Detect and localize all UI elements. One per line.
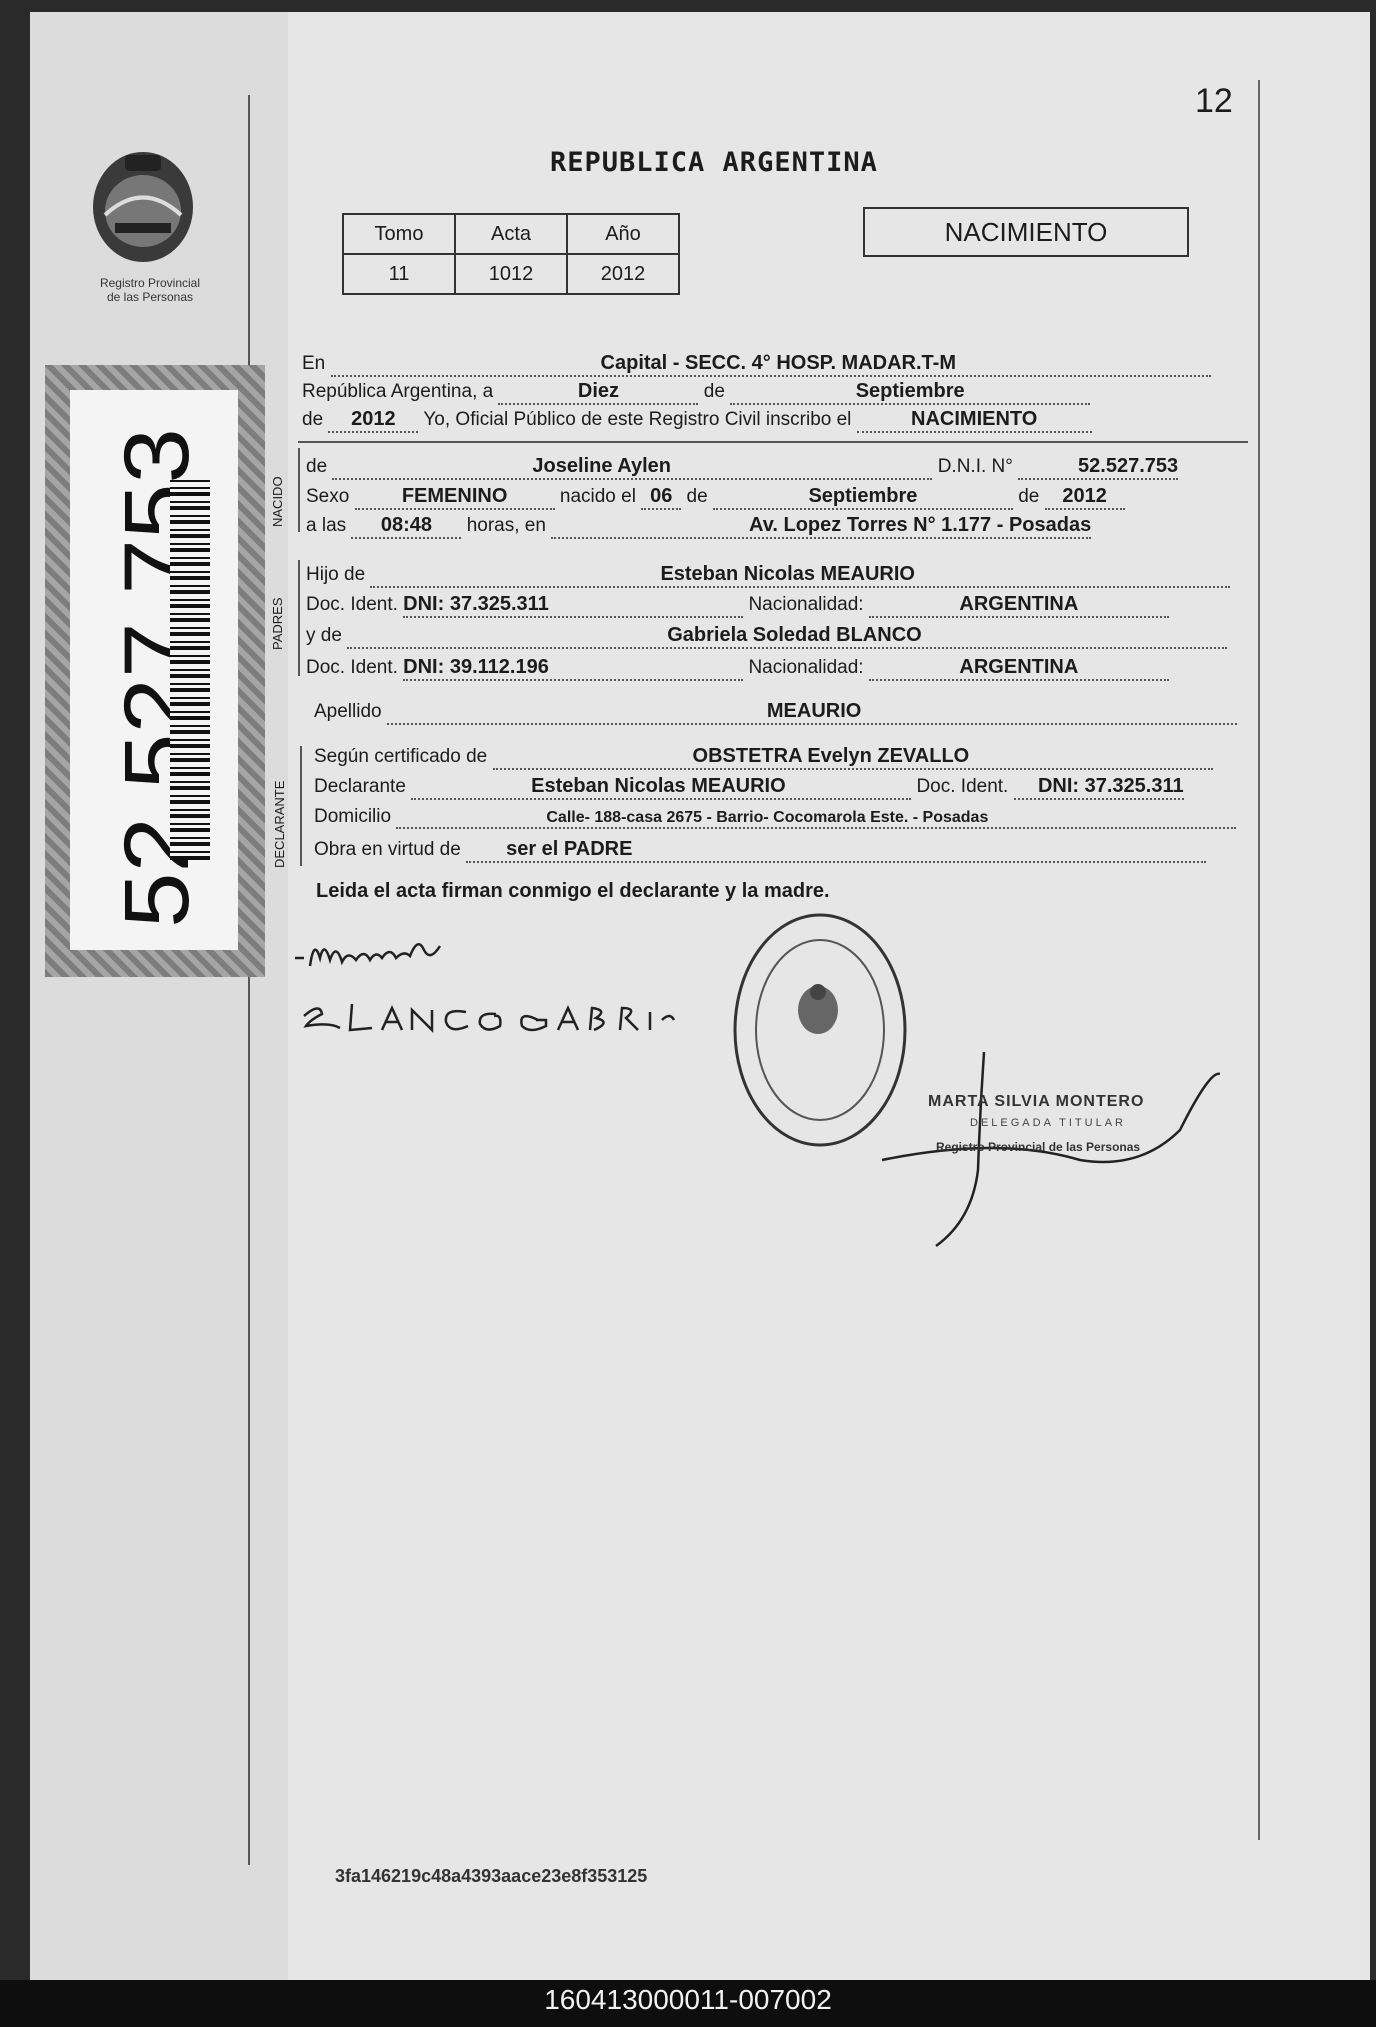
shield-icon — [85, 145, 205, 275]
declarante-value: Esteban Nicolas MEAURIO — [411, 775, 911, 800]
nacido-section-label: NACIDO — [270, 476, 285, 527]
declarante-label: Declarante — [314, 776, 406, 797]
acta-header: Acta — [455, 214, 567, 254]
birth-month: Septiembre — [713, 485, 1013, 510]
acta-value: 1012 — [455, 254, 567, 294]
svg-text:52.527.753: 52.527.753 — [106, 467, 208, 928]
nacido-de-label: de — [306, 456, 328, 477]
country-title: REPUBLICA ARGENTINA — [550, 147, 878, 178]
registry-name-line1: Registro Provincial — [99, 276, 201, 290]
cert-label: Según certificado de — [314, 746, 488, 767]
birth-place: Av. Lopez Torres N° 1.177 - Posadas — [551, 514, 1091, 539]
nacido-el-label: nacido el — [559, 486, 636, 507]
official-name: MARTA SILVIA MONTERO — [928, 1093, 1145, 1110]
horas-label: horas, en — [466, 515, 546, 536]
declarante-bracket — [300, 746, 302, 866]
nacido-de-label-3: de — [1018, 486, 1040, 507]
birth-time: 08:48 — [351, 514, 461, 539]
record-type-box: NACIMIENTO — [863, 207, 1189, 257]
apellido-label: Apellido — [314, 701, 382, 722]
apellido-line — [314, 700, 1259, 725]
intro-line-1 — [302, 352, 1247, 377]
sexo-value: FEMENINO — [355, 485, 555, 510]
statement-value: NACIMIENTO — [857, 408, 1092, 433]
father-nationality-label: Nacionalidad: — [748, 594, 864, 615]
registry-name — [70, 276, 230, 304]
birth-day: 06 — [641, 485, 681, 510]
section-divider — [298, 441, 1248, 443]
birth-year: 2012 — [1045, 485, 1125, 510]
registry-name-line2: de las Personas — [106, 290, 194, 304]
child-name: Joseline Aylen — [332, 455, 932, 480]
declarante-line-3 — [314, 806, 1259, 829]
declarante-doc-label: Doc. Ident. — [916, 776, 1009, 797]
dni-label: D.N.I. N° — [937, 456, 1013, 477]
declarante-doc: DNI: 37.325.311 — [1014, 775, 1184, 800]
domicilio-value: Calle- 188-casa 2675 - Barrio- Cocomarola Este. - Posadas — [396, 809, 1236, 829]
mother-nationality-label: Nacionalidad: — [748, 657, 864, 678]
barcode-bars — [170, 480, 210, 860]
padres-line-4 — [306, 656, 1251, 681]
obra-value: ser el PADRE — [466, 838, 1206, 863]
year-value: 2012 — [328, 408, 418, 433]
ano-header: Año — [567, 214, 679, 254]
mother-signature — [300, 990, 680, 1040]
padres-bracket — [298, 560, 300, 676]
de-label: de — [703, 381, 725, 402]
record-table — [342, 213, 680, 295]
page-number: 12 — [1195, 82, 1233, 120]
left-margin-line — [248, 95, 250, 1865]
mother-doc: DNI: 39.112.196 — [403, 656, 743, 681]
right-margin-line — [1258, 80, 1260, 1840]
en-label: En — [302, 353, 326, 374]
statement-text: Yo, Oficial Público de este Registro Civil inscribo el — [423, 409, 852, 430]
declarante-line-4 — [314, 838, 1259, 863]
place-value: Capital - SECC. 4° HOSP. MADAR.T-M — [331, 352, 1211, 377]
day-value: Diez — [498, 380, 698, 405]
intro-line-2 — [302, 380, 1247, 405]
y-de-label: y de — [306, 625, 342, 646]
apellido-value: MEAURIO — [387, 700, 1237, 725]
nacido-bracket — [298, 448, 300, 532]
closing-statement: Leida el acta firman conmigo el declarante y la madre. — [316, 880, 830, 902]
father-doc: DNI: 37.325.311 — [403, 593, 743, 618]
tomo-value: 11 — [343, 254, 455, 294]
intro-line-3 — [302, 408, 1247, 433]
declarante-line-1 — [314, 745, 1259, 770]
tomo-header: Tomo — [343, 214, 455, 254]
ano-value: 2012 — [567, 254, 679, 294]
declarante-line-2 — [314, 775, 1259, 800]
sexo-label: Sexo — [306, 486, 350, 507]
registry-emblem — [85, 145, 205, 275]
declarante-section-label: DECLARANTE — [272, 780, 287, 868]
father-doc-label: Doc. Ident. — [306, 594, 398, 615]
footer-file-id: 160413000011-007002 — [544, 1984, 832, 2015]
padres-line-1 — [306, 563, 1251, 588]
padres-line-2 — [306, 593, 1251, 618]
child-dni: 52.527.753 — [1018, 455, 1178, 480]
de2-label: de — [302, 409, 324, 430]
document-hash: 3fa146219c48a4393aace23e8f353125 — [335, 1866, 648, 1886]
official-title: DELEGADA TITULAR — [970, 1117, 1126, 1129]
month-value: Septiembre — [730, 380, 1090, 405]
padres-line-3 — [306, 624, 1251, 649]
father-signature — [290, 928, 460, 976]
father-nationality: ARGENTINA — [869, 593, 1169, 618]
mother-name: Gabriela Soledad BLANCO — [347, 624, 1227, 649]
mother-doc-label: Doc. Ident. — [306, 657, 398, 678]
hijo-de-label: Hijo de — [306, 564, 366, 585]
obra-label: Obra en virtud de — [314, 839, 461, 860]
a-las-label: a las — [306, 515, 347, 536]
mother-nationality: ARGENTINA — [869, 656, 1169, 681]
father-name: Esteban Nicolas MEAURIO — [370, 563, 1230, 588]
nacido-line-2 — [306, 485, 1251, 510]
cert-value: OBSTETRA Evelyn ZEVALLO — [493, 745, 1213, 770]
nacido-line-3 — [306, 514, 1251, 539]
nacido-line-1 — [306, 455, 1251, 480]
domicilio-label: Domicilio — [314, 806, 392, 827]
republica-label: República Argentina, a — [302, 381, 494, 402]
barcode-number — [70, 392, 238, 948]
official-office: Registro Provincial de las Personas — [936, 1140, 1141, 1154]
padres-section-label: PADRES — [270, 597, 285, 650]
nacido-de-label-2: de — [686, 486, 708, 507]
